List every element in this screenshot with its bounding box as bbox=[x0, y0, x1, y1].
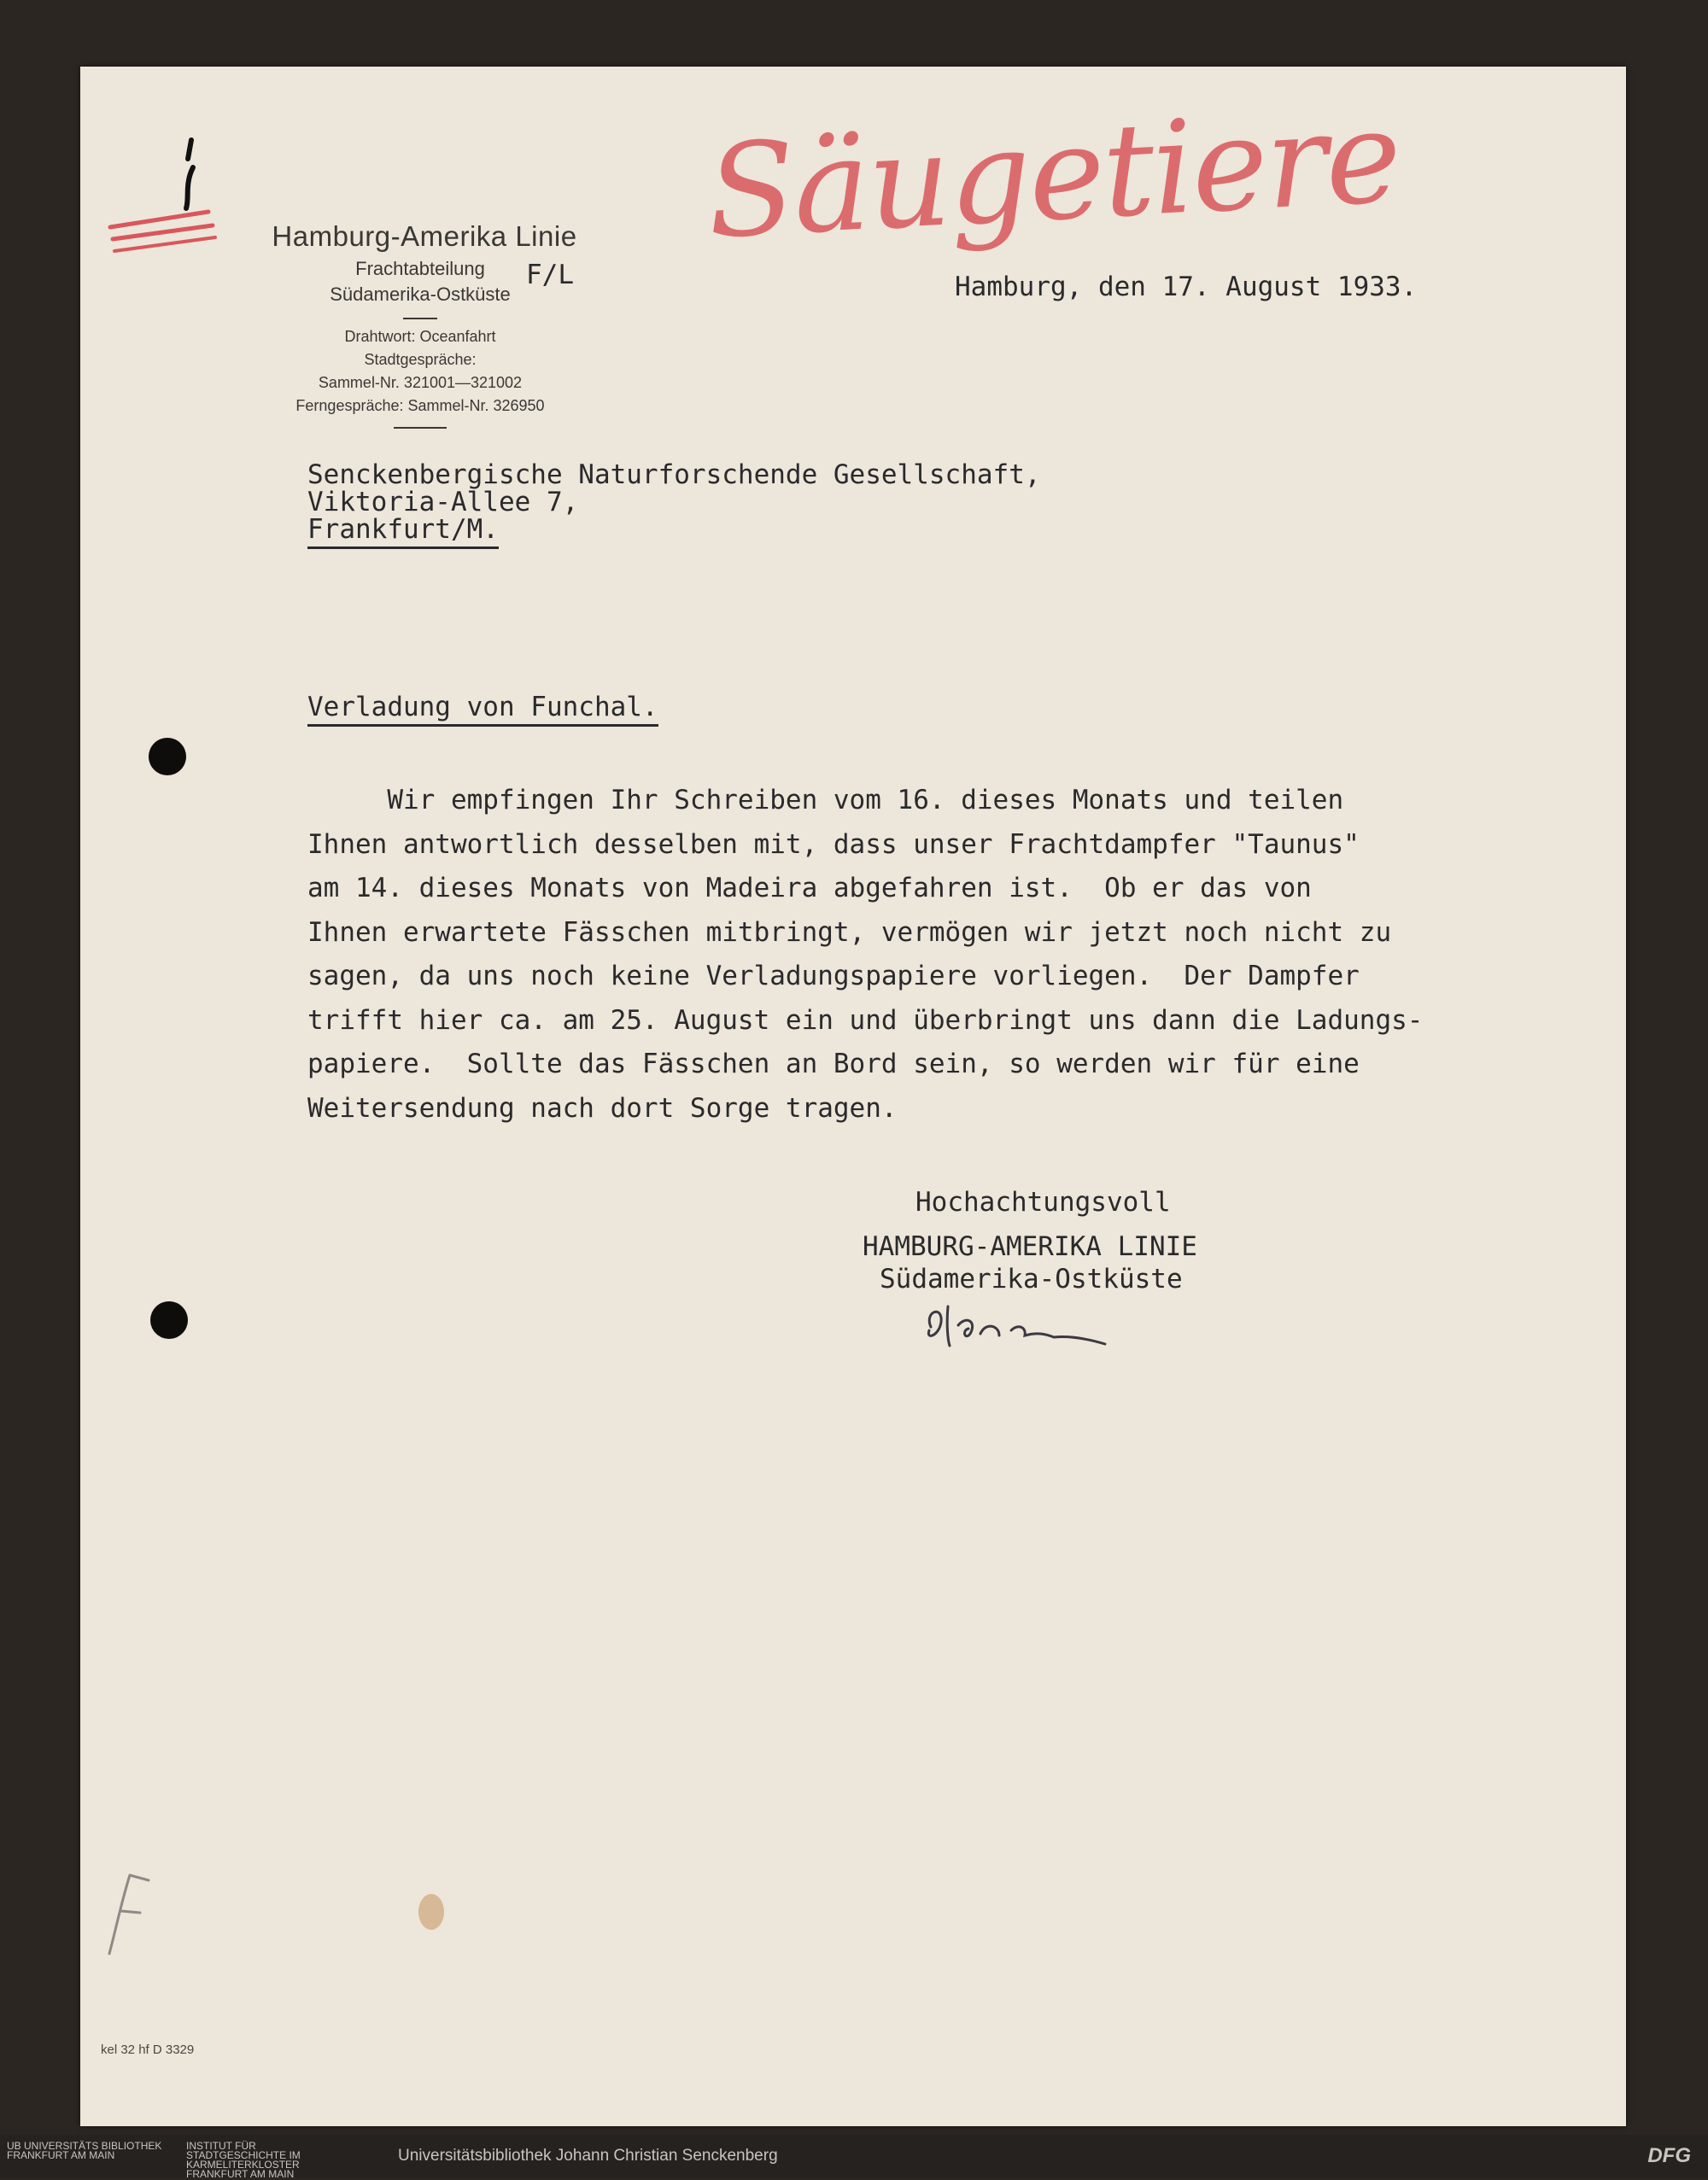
letterhead-rule bbox=[403, 318, 437, 319]
closing-region: Südamerika-Ostküste bbox=[880, 1264, 1183, 1295]
body-line: Weitersendung nach dort Sorge tragen. bbox=[307, 1092, 898, 1124]
institute-logo: INSTITUT FÜR STADTGESCHICHTE IM KARMELITERKLOSTER FRANKFURT AM MAIN bbox=[186, 2140, 301, 2180]
letterhead-department: Frachtabteilung bbox=[355, 258, 485, 279]
punch-hole-top bbox=[149, 738, 186, 775]
body-line: sagen, da uns noch keine Verladungspapiere vorliegen. Der Dampfer bbox=[307, 961, 1360, 991]
recipient-line-2: Viktoria-Allee 7, bbox=[307, 487, 579, 517]
crayon-annotation: Säugetiere bbox=[704, 82, 1404, 268]
body-line: Wir empfingen Ihr Schreiben vom 16. dieses Monats und teilen bbox=[307, 785, 1344, 815]
letterhead-city-calls: Stadtgespräche: bbox=[364, 351, 477, 368]
date-line: Hamburg, den 17. August 1933. bbox=[955, 272, 1418, 302]
closing-company: HAMBURG-AMERIKA LINIE bbox=[863, 1231, 1197, 1262]
letterhead-long-distance: Ferngespräche: Sammel-Nr. 326950 bbox=[295, 397, 545, 414]
closing-greeting: Hochachtungsvoll bbox=[915, 1187, 1171, 1218]
punch-hole-bottom bbox=[150, 1301, 188, 1339]
reference-code: F/L bbox=[526, 260, 574, 290]
body-line: trifft hier ca. am 25. August ein und überbringt uns dann die Ladungs- bbox=[307, 1004, 1424, 1036]
letter-body bbox=[307, 779, 1571, 1131]
body-line: Ihnen erwartete Fässchen mitbringt, vermögen wir jetzt noch nicht zu bbox=[307, 916, 1392, 948]
pencil-mark-f bbox=[96, 1868, 155, 1962]
ink-mark bbox=[174, 133, 208, 219]
recipient-line-1: Senckenbergische Naturforschende Gesellschaft, bbox=[307, 459, 1041, 490]
body-line: papiere. Sollte das Fässchen an Bord sein, so werden wir für eine bbox=[307, 1049, 1360, 1079]
letterhead-region: Südamerika-Ostküste bbox=[330, 283, 511, 305]
letterhead bbox=[224, 220, 617, 429]
body-line: Ihnen antwortlich desselben mit, dass unser Frachtdampfer "Taunus" bbox=[307, 828, 1360, 860]
library-logo: UB UNIVERSITÄTS BIBLIOTHEK FRANKFURT AM MAIN bbox=[7, 2140, 162, 2161]
recipient-line-3: Frankfurt/M. bbox=[307, 514, 499, 549]
archive-mark: kel 32 hf D 3329 bbox=[101, 2043, 195, 2057]
body-line: am 14. dieses Monats von Madeira abgefahren ist. Ob er das von bbox=[307, 873, 1312, 903]
letterhead-city-numbers: Sammel-Nr. 321001—321002 bbox=[318, 374, 523, 391]
footer-bar bbox=[0, 2135, 1708, 2180]
letterhead-rule-bottom bbox=[394, 427, 447, 429]
subject-line: Verladung von Funchal. bbox=[307, 692, 658, 727]
paper-stain bbox=[418, 1894, 444, 1930]
handwritten-signature bbox=[917, 1296, 1139, 1365]
letterhead-telegraph: Drahtwort: Oceanfahrt bbox=[344, 328, 496, 345]
library-name: Universitätsbibliothek Johann Christian Senckenberg bbox=[398, 2147, 778, 2165]
dfg-logo: DFG bbox=[1647, 2144, 1691, 2167]
letterhead-company: Hamburg-Amerika Linie bbox=[272, 220, 577, 252]
